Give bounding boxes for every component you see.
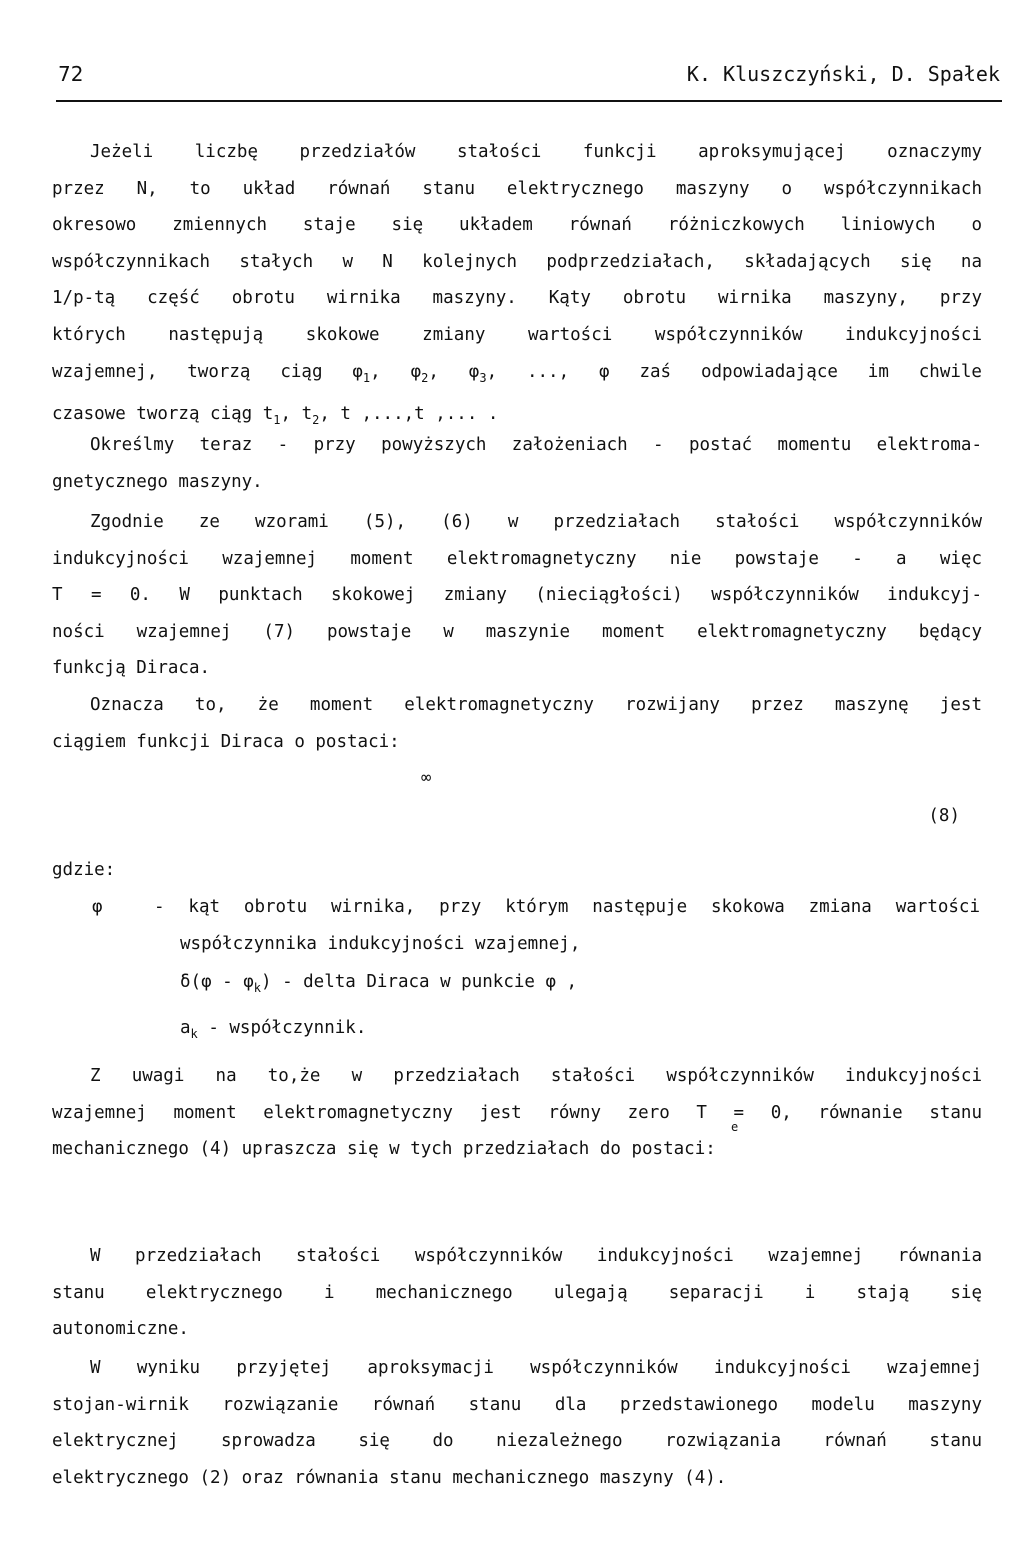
- header-rule: [56, 100, 1002, 102]
- text-line: stanu elektrycznego i mechanicznego ulegają separacji i stają się: [52, 1282, 982, 1303]
- text-line: ciągiem funkcji Diraca o postaci:: [52, 731, 400, 752]
- text-line: ności wzajemnej (7) powstaje w maszynie moment elektromagnetyczny będący: [52, 621, 982, 642]
- text-line: Określmy teraz - przy powyższych założeniach - postać momentu elektroma-: [90, 435, 982, 455]
- text-line: wzajemnej, tworzą ciąg $\varphi_1$, $\varphi_2$, $\varphi_3$, ..., φ zaś odpowiadające im chwile: [52, 361, 982, 385]
- text-line: indukcyjności wzajemnej moment elektromagnetyczny nie powstaje - a więc: [52, 548, 982, 569]
- page-number: 72: [58, 62, 84, 86]
- definition-phi-text-cont: współczynnika indukcyjności wzajemnej,: [180, 934, 581, 954]
- text-line: 1/p-tą część obrotu wirnika maszyny. Kąty obrotu wirnika maszyny, przy: [52, 288, 982, 309]
- text-line: elektrycznego (2) oraz równania stanu mechanicznego maszyny (4).: [52, 1467, 727, 1488]
- definition-phi-text: - kąt obrotu wirnika, przy którym następuje skokowa zmiana wartości: [154, 897, 980, 917]
- paragraph-6: [52, 1238, 982, 1348]
- running-header-authors: K. Kluszczyński, D. Spałek: [686, 62, 1000, 86]
- subscript-e: e: [731, 1120, 739, 1134]
- equation-infinity-symbol: ∞: [421, 768, 432, 788]
- paragraph-7: [52, 1350, 982, 1496]
- text-line: Oznacza to, że moment elektromagnetyczny rozwijany przez maszynę jest: [90, 695, 982, 715]
- text-line: Z uwagi na to,że w przedziałach stałości współczynników indukcyjności: [90, 1066, 982, 1086]
- text-line: stojan-wirnik rozwiązanie równań stanu dla przedstawionego modelu maszyny: [52, 1394, 982, 1415]
- text-line: Zgodnie ze wzorami (5), (6) w przedziałach stałości współczynników: [90, 512, 982, 532]
- text-line: funkcją Diraca.: [52, 658, 211, 679]
- text-line: elektrycznej sprowadza się do niezależnego rozwiązania równań stanu: [52, 1431, 982, 1452]
- text-line: gnetycznego maszyny.: [52, 471, 263, 492]
- text-line: autonomiczne.: [52, 1319, 189, 1340]
- paragraph-4: [52, 687, 982, 760]
- text-line: których następują skokowe zmiany wartości współczynników indukcyjności: [52, 324, 982, 345]
- paragraph-5: [52, 1058, 982, 1168]
- paragraph-1: [52, 134, 982, 439]
- equation-number: (8): [928, 806, 960, 826]
- text-line: W przedziałach stałości współczynników indukcyjności wzajemnej równania: [90, 1246, 982, 1266]
- text-line: czasowe tworzą ciąg $t_1$, $t_2$, t ,...,t ,... .: [52, 404, 499, 428]
- text-line: przez N, to układ równań stanu elektrycznego maszyny o współczynnikach: [52, 178, 982, 199]
- text-line: okresowo zmiennych staje się układem równań różniczkowych liniowych o: [52, 215, 982, 236]
- text-line: Jeżeli liczbę przedziałów stałości funkcji aproksymującej oznaczymy: [90, 142, 982, 162]
- text-line: wzajemnej moment elektromagnetyczny jest równy zero T = 0, równanie stanu: [52, 1102, 982, 1123]
- text-line: T = 0. W punktach skokowej zmiany (nieciągłości) współczynników indukcyj-: [52, 585, 982, 606]
- gdzie-label: gdzie:: [52, 860, 116, 880]
- paragraph-3: [52, 504, 982, 687]
- definition-coefficient: $a_k$ - współczynnik.: [180, 1018, 367, 1041]
- paragraph-2: [52, 427, 982, 500]
- text-line: współczynnikach stałych w N kolejnych podprzedziałach, składających się na: [52, 251, 982, 272]
- definition-delta: $\delta(\varphi - \varphi_k)$ - delta Diraca w punkcie φ ,: [180, 972, 578, 995]
- text-line: mechanicznego (4) upraszcza się w tych przedziałach do postaci:: [52, 1139, 716, 1160]
- definition-phi-symbol: φ: [92, 897, 103, 917]
- text-line: W wyniku przyjętej aproksymacji współczynników indukcyjności wzajemnej: [90, 1358, 982, 1378]
